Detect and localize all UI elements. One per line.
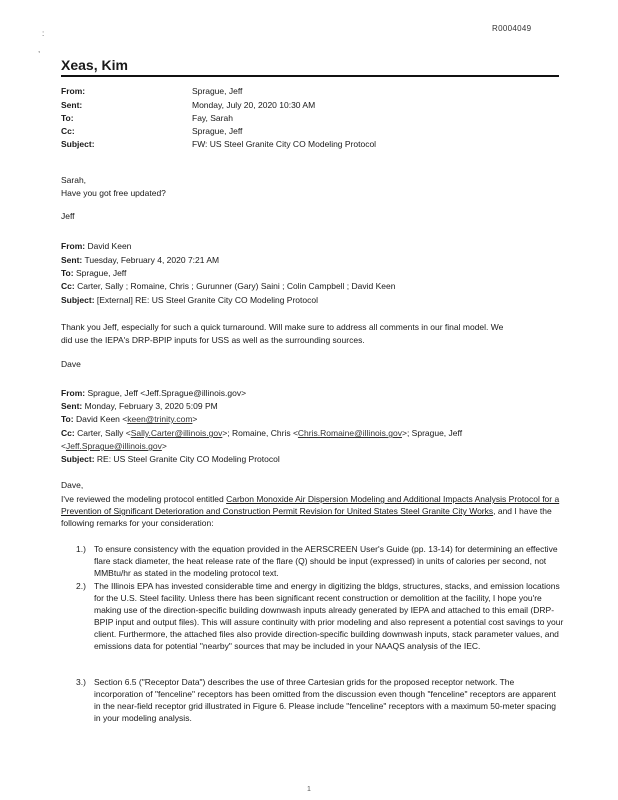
fw-value: > [192, 414, 198, 424]
fw2-to [61, 414, 197, 424]
fw2-from [61, 388, 246, 398]
fw1-signature: Dave [61, 359, 81, 369]
page-footer-mark: 1 [307, 786, 311, 793]
fw1-body-line: did use the IEPA's DRP-BPIP inputs for USS as well as the surrounding sources. [61, 335, 365, 345]
fw2-cc [61, 428, 462, 438]
fw-label: Subject: [61, 454, 95, 464]
remark-text: The Illinois EPA has invested considerable time and energy in digitizing the bldgs, structures, stacks, and emission locations for the U.S. Steel facility. Unless there has been significant recent construction or demolition at the facility, I hope you're making use of the direction-specific building downwash inputs already generated by IEPA and attached to this email (DRP-BPIP input and output files). This will assure continuity with prior modeling and also represent a potential cost savings to your client. Furthermore, the attached files also provide direction-specific building downwash inputs, stack parameter values, and emissions data for potential "nearby" sources that may be included in your NAAQS analysis of the IEC. [94, 581, 564, 651]
fw-value: David Keen [87, 241, 132, 251]
fw-value: Tuesday, February 4, 2020 7:21 AM [84, 255, 220, 265]
fw1-subject [61, 295, 318, 305]
fw-label: From: [61, 241, 86, 251]
fw-value: Carter, Sally ; Romaine, Chris ; Gurunner (Gary) Saini ; Colin Campbell ; David Keen [77, 281, 396, 291]
fw2-cc-cont [61, 441, 167, 451]
protocol-title: Carbon Monoxide Air Dispersion Modeling and Additional Impacts Analysis Protocol for a Prevention of Significant Deterioration and Construction Permit Revision for United States Steel Granite City Works [61, 494, 560, 516]
fw2-sent [61, 401, 218, 411]
intro-text: I've reviewed the modeling protocol entitled [61, 494, 227, 504]
fw-value: >; Romaine, Chris < [222, 428, 298, 438]
email-link[interactable]: Chris.Romaine@illinois.gov [297, 428, 402, 438]
remark-number: 1.) [76, 544, 86, 554]
scan-mark: : [42, 29, 45, 38]
letter-intro [61, 493, 561, 529]
fw1-sent [61, 255, 219, 265]
fw-label: Cc: [61, 428, 75, 438]
email-link[interactable]: Jeff.Sprague@illinois.gov [65, 441, 162, 451]
header-label: From: [61, 86, 86, 96]
header-value: FW: US Steel Granite City CO Modeling Protocol [192, 139, 377, 149]
owner-divider [61, 75, 559, 77]
fw-value: [External] RE: US Steel Granite City CO Modeling Protocol [96, 295, 318, 305]
signature: Jeff [61, 211, 75, 221]
email-link[interactable]: Sally.Carter@illinois.gov [130, 428, 223, 438]
header-label: Sent: [61, 100, 83, 110]
header-value: Sprague, Jeff [192, 126, 243, 136]
remark-number: 3.) [76, 677, 86, 687]
fw-label: Sent: [61, 255, 83, 265]
remark-number: 2.) [76, 581, 86, 591]
fw-value: < [61, 441, 66, 451]
letter-greeting: Dave, [61, 480, 84, 490]
body-line: Have you got free updated? [61, 188, 166, 198]
bates-number: R0004049 [492, 24, 532, 33]
fw1-to [61, 268, 126, 278]
fw-value: Carter, Sally < [77, 428, 131, 438]
header-value: Sprague, Jeff [192, 86, 243, 96]
fw-value: Sprague, Jeff [75, 268, 127, 278]
intro-text: , and I have the following remarks for your consideration: [61, 506, 552, 528]
header-label: To: [61, 113, 74, 123]
greeting: Sarah, [61, 175, 87, 185]
fw1-from [61, 241, 131, 251]
fw-label: From: [61, 388, 86, 398]
fw-value: Sprague, Jeff <Jeff.Sprague@illinois.gov> [87, 388, 247, 398]
header-value: Monday, July 20, 2020 10:30 AM [192, 100, 316, 110]
mailbox-owner: Xeas, Kim [61, 57, 128, 73]
fw-value: > [161, 441, 167, 451]
fw-label: To: [61, 268, 74, 278]
fw1-cc [61, 281, 395, 291]
scan-mark-left: , [38, 45, 41, 54]
header-label: Cc: [61, 126, 75, 136]
fw1-body-line: Thank you Jeff, especially for such a quick turnaround. Will make sure to address all comments in our final model. We [61, 322, 504, 332]
email-link[interactable]: keen@trinity.com [127, 414, 193, 424]
fw2-subject [61, 454, 280, 464]
fw-label: Sent: [61, 401, 83, 411]
remark-text: Section 6.5 ("Receptor Data") describes the use of three Cartesian grids for the proposed receptor network. The incorporation of "fenceline" receptors has been omitted from the discussion even though "fenceline" receptors are apparent in the near-field receptor grid illustrated in Figure 6. Please include "fenceline" receptors with a maximum 50-meter spacing in your modeling analysis. [94, 677, 556, 723]
header-label: Subject: [61, 139, 95, 149]
fw-label: Subject: [61, 295, 95, 305]
fw-value: >; Sprague, Jeff [401, 428, 463, 438]
remark-text: To ensure consistency with the equation provided in the AERSCREEN User's Guide (pp. 13-14) for determining an effective flare stack diameter, the heat release rate of the flare (Q) should be input (expressed) in units of calories per second, not MMBtu/hr as stated in the modeling protocol text. [94, 544, 558, 578]
fw-value: RE: US Steel Granite City CO Modeling Protocol [96, 454, 280, 464]
header-value: Fay, Sarah [192, 113, 233, 123]
fw-label: To: [61, 414, 74, 424]
fw-value: Monday, February 3, 2020 5:09 PM [84, 401, 218, 411]
fw-label: Cc: [61, 281, 75, 291]
fw-value: David Keen < [75, 414, 128, 424]
